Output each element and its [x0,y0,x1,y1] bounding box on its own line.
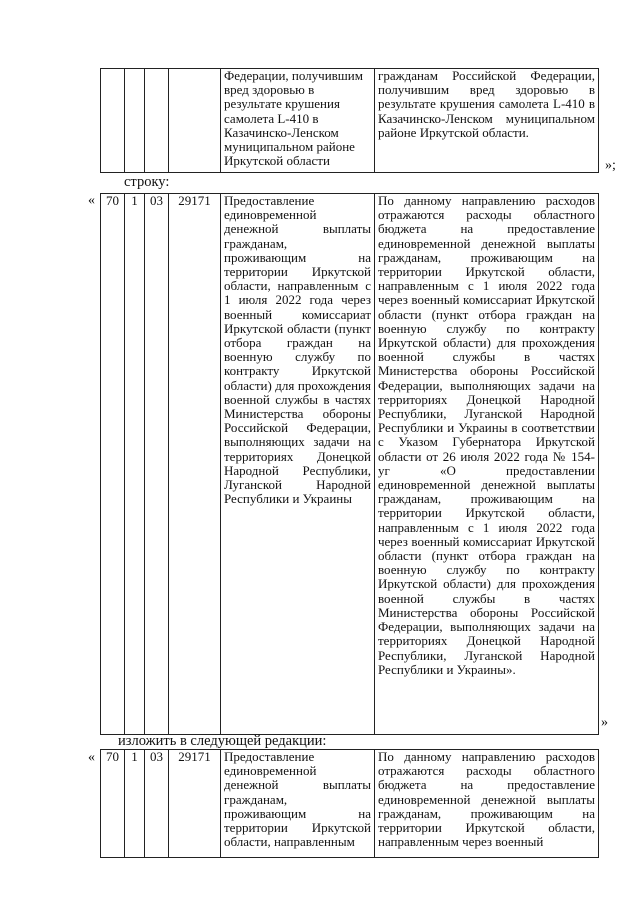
table-row [101,750,599,858]
expense-name-cell: Предоставление единовременной денежной выплаты гражданам, проживающим на территории Иркутской области, направленным [221,750,375,858]
expense-name-cell: Федерации, получившим вред здоровью в результате крушения самолета L-410 в Казачинско-Ленском муниципальном районе Иркутской области [221,69,375,173]
code-cell: 70 [101,194,125,735]
code-cell: 29171 [169,750,221,858]
expense-description-cell: гражданам Российской Федерации, получившим вред здоровью в результате крушения самолета L-410 в Казачинско-Ленском муниципальном районе Иркутской области. [375,69,599,173]
code-cell [125,69,145,173]
expense-description-cell: По данному направлению расходов отражаются расходы областного бюджета на предоставление единовременной денежной выплаты гражданам, проживающим на территории Иркутской области, направленным с 1 июля 2022 года через военный комиссариат Иркутской области (пункт отбора граждан на военную службу по контракту Иркутской области) для прохождения военной службы в частях Министерства обороны Российской Федерации, выполняющих задачи на территориях Донецкой Народной Республики, Луганской Народной Республики и Украины в соответствии с Указом Губернатора Иркутской области от 26 июля 2022 года № 154-уг «О предоставлении единовременной денежной выплаты гражданам, проживающим на территории Иркутской области, направленным с 1 июля 2022 года через военный комиссариат Иркутской области (пункт отбора граждан на военную службу по контракту Иркутской области) для прохождения военной службы в частях Министерства обороны Российской Федерации, выполняющих задачи на территориях Донецкой Народной Республики, Луганской Народной Республики и Украины». [375,194,599,735]
code-cell: 03 [145,194,169,735]
code-cell [169,69,221,173]
opening-quote-mark: « [88,193,95,208]
closing-quote-mark: » [601,715,608,730]
opening-quote-mark: « [88,750,95,765]
code-cell: 1 [125,194,145,735]
budget-table-new [100,749,599,858]
code-cell [145,69,169,173]
section-heading: строку: [124,174,170,190]
code-cell: 29171 [169,194,221,735]
code-cell: 03 [145,750,169,858]
closing-quote-mark: »; [605,158,616,173]
budget-table-continued [100,68,599,173]
code-cell [101,69,125,173]
code-cell: 70 [101,750,125,858]
section-heading: изложить в следующей редакции: [118,733,327,749]
budget-table-old [100,193,599,735]
expense-description-cell: По данному направлению расходов отражаются расходы областного бюджета на предоставление единовременной денежной выплаты гражданам, проживающим на территории Иркутской области, направленным через военный [375,750,599,858]
expense-name-cell: Предоставление единовременной денежной выплаты гражданам, проживающим на территории Иркутской области, направленным с 1 июля 2022 года через военный комиссариат Иркутской области (пункт отбора граждан на военную службу по контракту Иркутской области) для прохождения военной службы в частях Министерства обороны Российской Федерации, выполняющих задачи на территориях Донецкой Народной Республики, Луганской Народной Республики и Украины [221,194,375,735]
code-cell: 1 [125,750,145,858]
table-row [101,194,599,735]
table-row [101,69,599,173]
